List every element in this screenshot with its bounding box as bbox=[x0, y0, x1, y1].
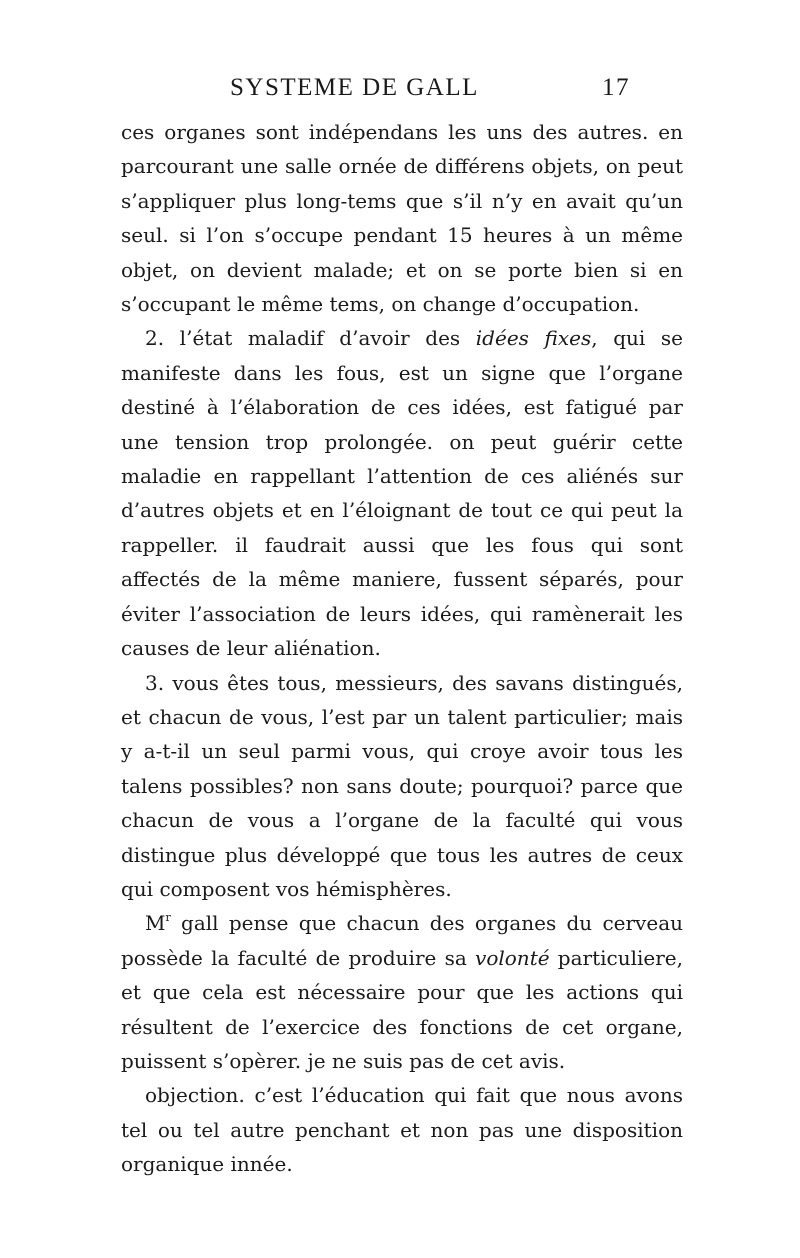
running-title: SYSTEME DE GALL bbox=[230, 74, 479, 101]
page-number: 17 bbox=[602, 74, 630, 101]
paragraph-2-emphasis: idées fixes bbox=[475, 326, 592, 351]
paragraph-4 bbox=[121, 906, 683, 1078]
paragraph-4-emphasis: volonté bbox=[475, 945, 550, 970]
paragraph-2-text-a: 2. l’état maladif d’avoir des bbox=[145, 326, 476, 351]
body-text bbox=[121, 115, 683, 1182]
paragraph-4-superscript: r bbox=[165, 911, 171, 925]
paragraph-5: objection. c’est l’éducation qui fait que nous avons tel ou tel autre penchant et non pas une disposition organique innée. bbox=[121, 1083, 683, 1177]
paragraph-2 bbox=[121, 321, 683, 665]
running-head bbox=[230, 74, 630, 104]
paragraph-3: 3. vous êtes tous, messieurs, des savans distingués, et chacun de vous, l’est par un talent particulier; mais y a-t-il un seul parmi vous, qui croye avoir tous les talens possibles? non sans doute; pourquoi? parce que chacun de vous a l’organe de la faculté qui vous distingue plus développé que tous les autres de ceux qui composent vos hémisphères. bbox=[121, 670, 683, 901]
paragraph-4-text-b: particuliere, et que cela est nécessaire pour que les actions qui résultent de l’exercice des fonctions de cet organe, puissent s’opèrer. je ne suis pas de cet avis. bbox=[121, 945, 683, 1073]
paragraph-4-abbrev: M bbox=[145, 911, 166, 936]
paragraph-4-text-a: gall pense que chacun des organes du cerveau possède la faculté de produire sa bbox=[121, 911, 683, 970]
paragraph-continuation: ces organes sont indépendans les uns des autres. en parcourant une salle ornée de différens objets, on peut s’appliquer plus long-tems que s’il n’y en avait qu’un seul. si l’on s’occupe pendant 15 heures à un même objet, on devient malade; et on se porte bien si en s’occupant le même tems, on change d’occupation. bbox=[121, 120, 683, 317]
paragraph-2-text-b: , qui se manifeste dans les fous, est un signe que l’organe destiné à l’élaboration de ces idées, est fatigué par une tension trop prolongée. on peut guérir cette maladie en rappellant l’attention de ces aliénés sur d’autres objets et en l’éloignant de tout ce qui peut la rappeller. il faudrait aussi que les fous qui sont affectés de la même maniere, fussent séparés, pour éviter l’association de leurs idées, qui ramènerait les causes de leur aliénation. bbox=[121, 326, 683, 661]
